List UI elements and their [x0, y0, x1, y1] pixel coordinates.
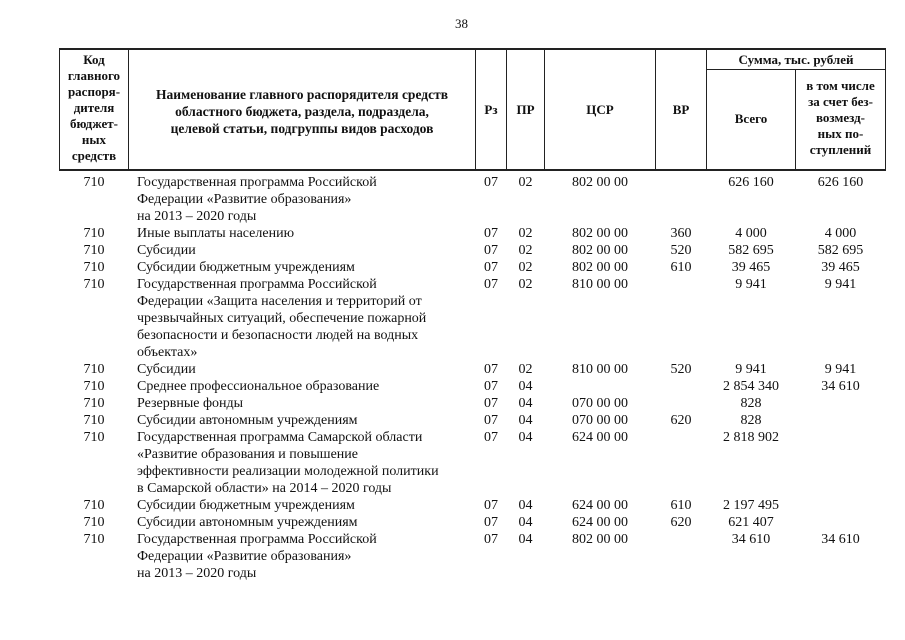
- cell-total: 2 818 902: [723, 430, 779, 445]
- header-pr: ПР: [516, 102, 535, 117]
- cell-incl: 9 941: [824, 277, 857, 292]
- cell-pr: 04: [518, 430, 533, 445]
- cell-rz: 07: [484, 430, 498, 445]
- cell-total: 9 941: [735, 362, 767, 377]
- cell-name: Государственная программа Российской Федерации «Защита населения и территорий от чрезвычайных ситуаций, обеспечение пожарной безопасности и безопасности людей на водных объектах»: [137, 277, 427, 360]
- cell-pr: 04: [518, 532, 533, 547]
- cell-pr: 04: [518, 379, 533, 394]
- cell-total: 2 854 340: [723, 379, 779, 394]
- cell-csr: 624 00 00: [572, 515, 628, 530]
- cell-total: 828: [740, 396, 762, 411]
- cell-code: 710: [83, 277, 105, 292]
- cell-code: 710: [83, 175, 105, 190]
- header-sum: Сумма, тыс. рублей: [738, 52, 854, 67]
- cell-csr: 810 00 00: [572, 277, 628, 292]
- header-code: Код главного распоря- дителя бюджет- ных средств: [67, 52, 121, 163]
- cell-code: 710: [83, 379, 105, 394]
- cell-name: Иные выплаты населению: [137, 226, 295, 241]
- cell-rz: 07: [484, 379, 498, 394]
- page-number: 38: [455, 16, 468, 31]
- cell-incl: 626 160: [817, 175, 864, 190]
- cell-rz: 07: [484, 532, 498, 547]
- table-border-bottom: [59, 169, 886, 171]
- cell-rz: 07: [484, 243, 498, 258]
- cell-pr: 02: [518, 243, 533, 258]
- header-csr: ЦСР: [586, 102, 614, 117]
- cell-incl: 4 000: [824, 226, 857, 241]
- cell-total: 626 160: [728, 175, 774, 190]
- cell-rz: 07: [484, 277, 498, 292]
- header-vr: ВР: [672, 102, 690, 117]
- cell-total: 4 000: [735, 226, 767, 241]
- cell-name: Субсидии автономным учреждениям: [137, 413, 358, 428]
- cell-pr: 04: [518, 515, 533, 530]
- cell-code: 710: [83, 260, 105, 275]
- cell-pr: 04: [518, 498, 533, 513]
- cell-pr: 02: [518, 277, 533, 292]
- cell-csr: 810 00 00: [572, 362, 628, 377]
- cell-csr: 624 00 00: [572, 498, 628, 513]
- cell-rz: 07: [484, 515, 498, 530]
- cell-csr: 070 00 00: [572, 396, 628, 411]
- cell-name: Субсидии: [137, 243, 196, 258]
- cell-csr: 802 00 00: [572, 243, 628, 258]
- cell-rz: 07: [484, 396, 498, 411]
- cell-code: 710: [83, 532, 105, 547]
- cell-name: Государственная программа Самарской области «Развитие образования и повышение эффективности реализации молодежной политики в Самарской области» на 2014 – 2020 годы: [137, 430, 439, 496]
- cell-incl: 9 941: [824, 362, 857, 377]
- cell-csr: 624 00 00: [572, 430, 628, 445]
- cell-name: Субсидии бюджетным учреждениям: [137, 498, 355, 513]
- cell-rz: 07: [484, 362, 498, 377]
- cell-name: Субсидии бюджетным учреждениям: [137, 260, 355, 275]
- cell-rz: 07: [484, 498, 498, 513]
- cell-code: 710: [83, 413, 105, 428]
- header-incl: в том числе за счет без- возмезд- ных по- ступлений: [806, 78, 875, 157]
- cell-rz: 07: [484, 226, 498, 241]
- cell-code: 710: [83, 362, 105, 377]
- cell-rz: 07: [484, 260, 498, 275]
- cell-code: 710: [83, 396, 105, 411]
- cell-code: 710: [83, 226, 105, 241]
- cell-csr: 070 00 00: [572, 413, 628, 428]
- cell-vr: 620: [670, 413, 692, 428]
- cell-incl: 34 610: [821, 379, 860, 394]
- cell-pr: 02: [518, 362, 533, 377]
- cell-total: 828: [740, 413, 762, 428]
- cell-rz: 07: [484, 175, 498, 190]
- sum-divider: [706, 69, 886, 70]
- cell-name: Резервные фонды: [137, 396, 244, 411]
- cell-code: 710: [83, 243, 105, 258]
- cell-pr: 02: [518, 260, 533, 275]
- cell-total: 2 197 495: [723, 498, 779, 513]
- cell-pr: 04: [518, 396, 533, 411]
- cell-vr: 520: [670, 243, 692, 258]
- cell-code: 710: [83, 498, 105, 513]
- cell-vr: 360: [670, 226, 692, 241]
- cell-vr: 620: [670, 515, 692, 530]
- cell-vr: 610: [670, 260, 692, 275]
- cell-incl: 39 465: [821, 260, 860, 275]
- cell-pr: 04: [518, 413, 533, 428]
- header-rz: Рз: [484, 102, 498, 117]
- cell-pr: 02: [518, 226, 533, 241]
- cell-vr: 610: [670, 498, 692, 513]
- cell-name: Государственная программа Российской Федерации «Развитие образования» на 2013 – 2020 годы: [137, 175, 377, 224]
- header-name: Наименование главного распорядителя средств областного бюджета, раздела, подраздела, целевой статьи, подгруппы видов расходов: [155, 87, 448, 136]
- cell-total: 9 941: [735, 277, 767, 292]
- table-border-top: [59, 48, 886, 50]
- cell-csr: 802 00 00: [572, 175, 628, 190]
- cell-total: 34 610: [731, 532, 771, 547]
- cell-name: Субсидии автономным учреждениям: [137, 515, 358, 530]
- cell-rz: 07: [484, 413, 498, 428]
- header-total: Всего: [734, 111, 768, 126]
- cell-vr: 520: [670, 362, 692, 377]
- cell-code: 710: [83, 430, 105, 445]
- cell-csr: 802 00 00: [572, 532, 628, 547]
- cell-name: Субсидии: [137, 362, 196, 377]
- cell-name: Государственная программа Российской Федерации «Развитие образования» на 2013 – 2020 годы: [137, 532, 377, 581]
- cell-pr: 02: [518, 175, 533, 190]
- cell-total: 621 407: [728, 515, 774, 530]
- cell-csr: 802 00 00: [572, 260, 628, 275]
- col-line-8: [885, 48, 886, 170]
- cell-name: Среднее профессиональное образование: [137, 379, 380, 394]
- cell-total: 582 695: [728, 243, 774, 258]
- cell-csr: 802 00 00: [572, 226, 628, 241]
- cell-code: 710: [83, 515, 105, 530]
- cell-incl: 582 695: [817, 243, 864, 258]
- cell-total: 39 465: [731, 260, 771, 275]
- cell-incl: 34 610: [821, 532, 860, 547]
